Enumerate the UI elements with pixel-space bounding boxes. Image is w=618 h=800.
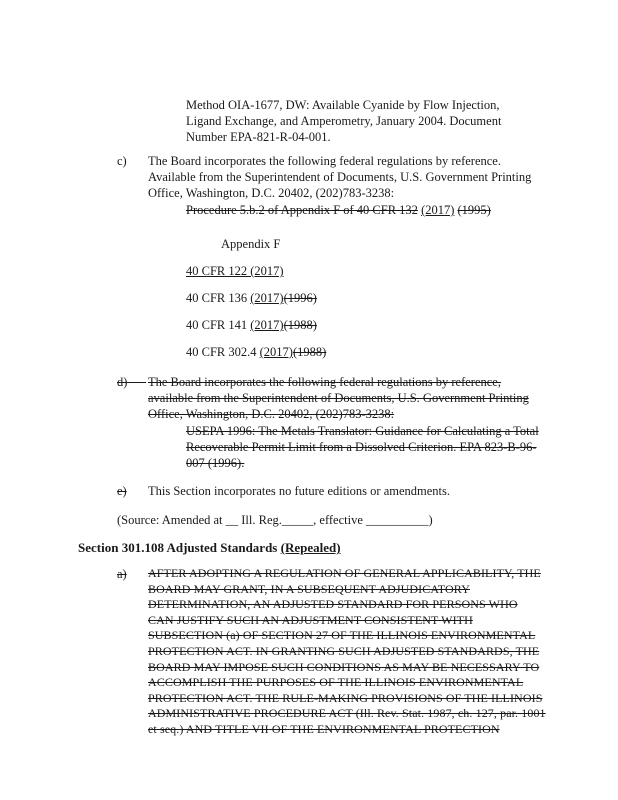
section-heading: Section 301.108 Adjusted Standards (Repealed) (78, 540, 341, 555)
para-c-text: The Board incorporates the following federal regulations by reference. Available from the Superintendent of Documents, U.S. Government Printing Office, Washington, D.C. 20402, (202)783-3238: (148, 154, 532, 200)
para-d-label: d) (117, 375, 128, 389)
method-reference: Method OIA-1677, DW: Available Cyanide by Flow Injection, Ligand Exchange, and Amperometry, January 2004. Document Number EPA-821-R-04-001. (186, 98, 502, 144)
entry-procedure: Procedure 5.b.2 of Appendix F of 40 CFR 132 (2017) (1995) (186, 203, 491, 217)
entry-40cfr141: 40 CFR 141 (2017)(1988) (186, 318, 317, 332)
para-a-label: a) (117, 567, 127, 581)
entry-appendix-f: Appendix F (221, 237, 281, 251)
entry-40cfr302: 40 CFR 302.4 (2017)(1988) (186, 345, 327, 359)
para-c-label: c) (117, 154, 127, 168)
para-e-label: e) (117, 484, 127, 498)
usepa-reference: USEPA 1996: The Metals Translator: Guidance for Calculating a Total Recoverable Permit Limit from a Dissolved Criterion. EPA 823-B-96-007 (1996). (186, 424, 539, 470)
para-a-text: AFTER ADOPTING A REGULATION OF GENERAL APPLICABILITY, THE BOARD MAY GRANT, IN A SUBSEQUENT ADJUDICATORY DETERMINATION, AN ADJUSTED STANDARD FOR PERSONS WHO CAN JUSTIFY SUCH AN ADJUSTMENT CONSISTENT WITH SUBSECTION (a) OF SECTION 27 OF THE ILLINOIS ENVIRONMENTAL PROTECTION ACT. IN GRANTING SUCH ADJUSTED STANDARDS, THE BOARD MAY IMPOSE SUCH CONDITIONS AS MAY BE NECESSARY TO ACCOMPLISH THE PURPOSES OF THE ILLINOIS ENVIRONMENTAL PROTECTION ACT. THE RULE-MAKING PROVISIONS OF THE ILLINOIS ADMINISTRATIVE PROCEDURE ACT (Ill. Rev. Stat. 1987, ch. 127, par. 1001 et seq.) AND TITLE VII OF THE ENVIRONMENTAL PROTECTION (148, 566, 546, 736)
entry-40cfr136: 40 CFR 136 (2017)(1996) (186, 291, 317, 305)
para-d-text: The Board incorporates the following federal regulations by reference, available from the Superintendent of Documents, U.S. Government Printing Office, Washington, D.C. 20402, (202)783-3238: (148, 375, 529, 421)
source-note: (Source: Amended at __ Ill. Reg._____, effective __________) (117, 513, 433, 527)
entry-40cfr122: 40 CFR 122 (2017) (186, 264, 284, 278)
para-e-text: This Section incorporates no future editions or amendments. (148, 484, 451, 498)
